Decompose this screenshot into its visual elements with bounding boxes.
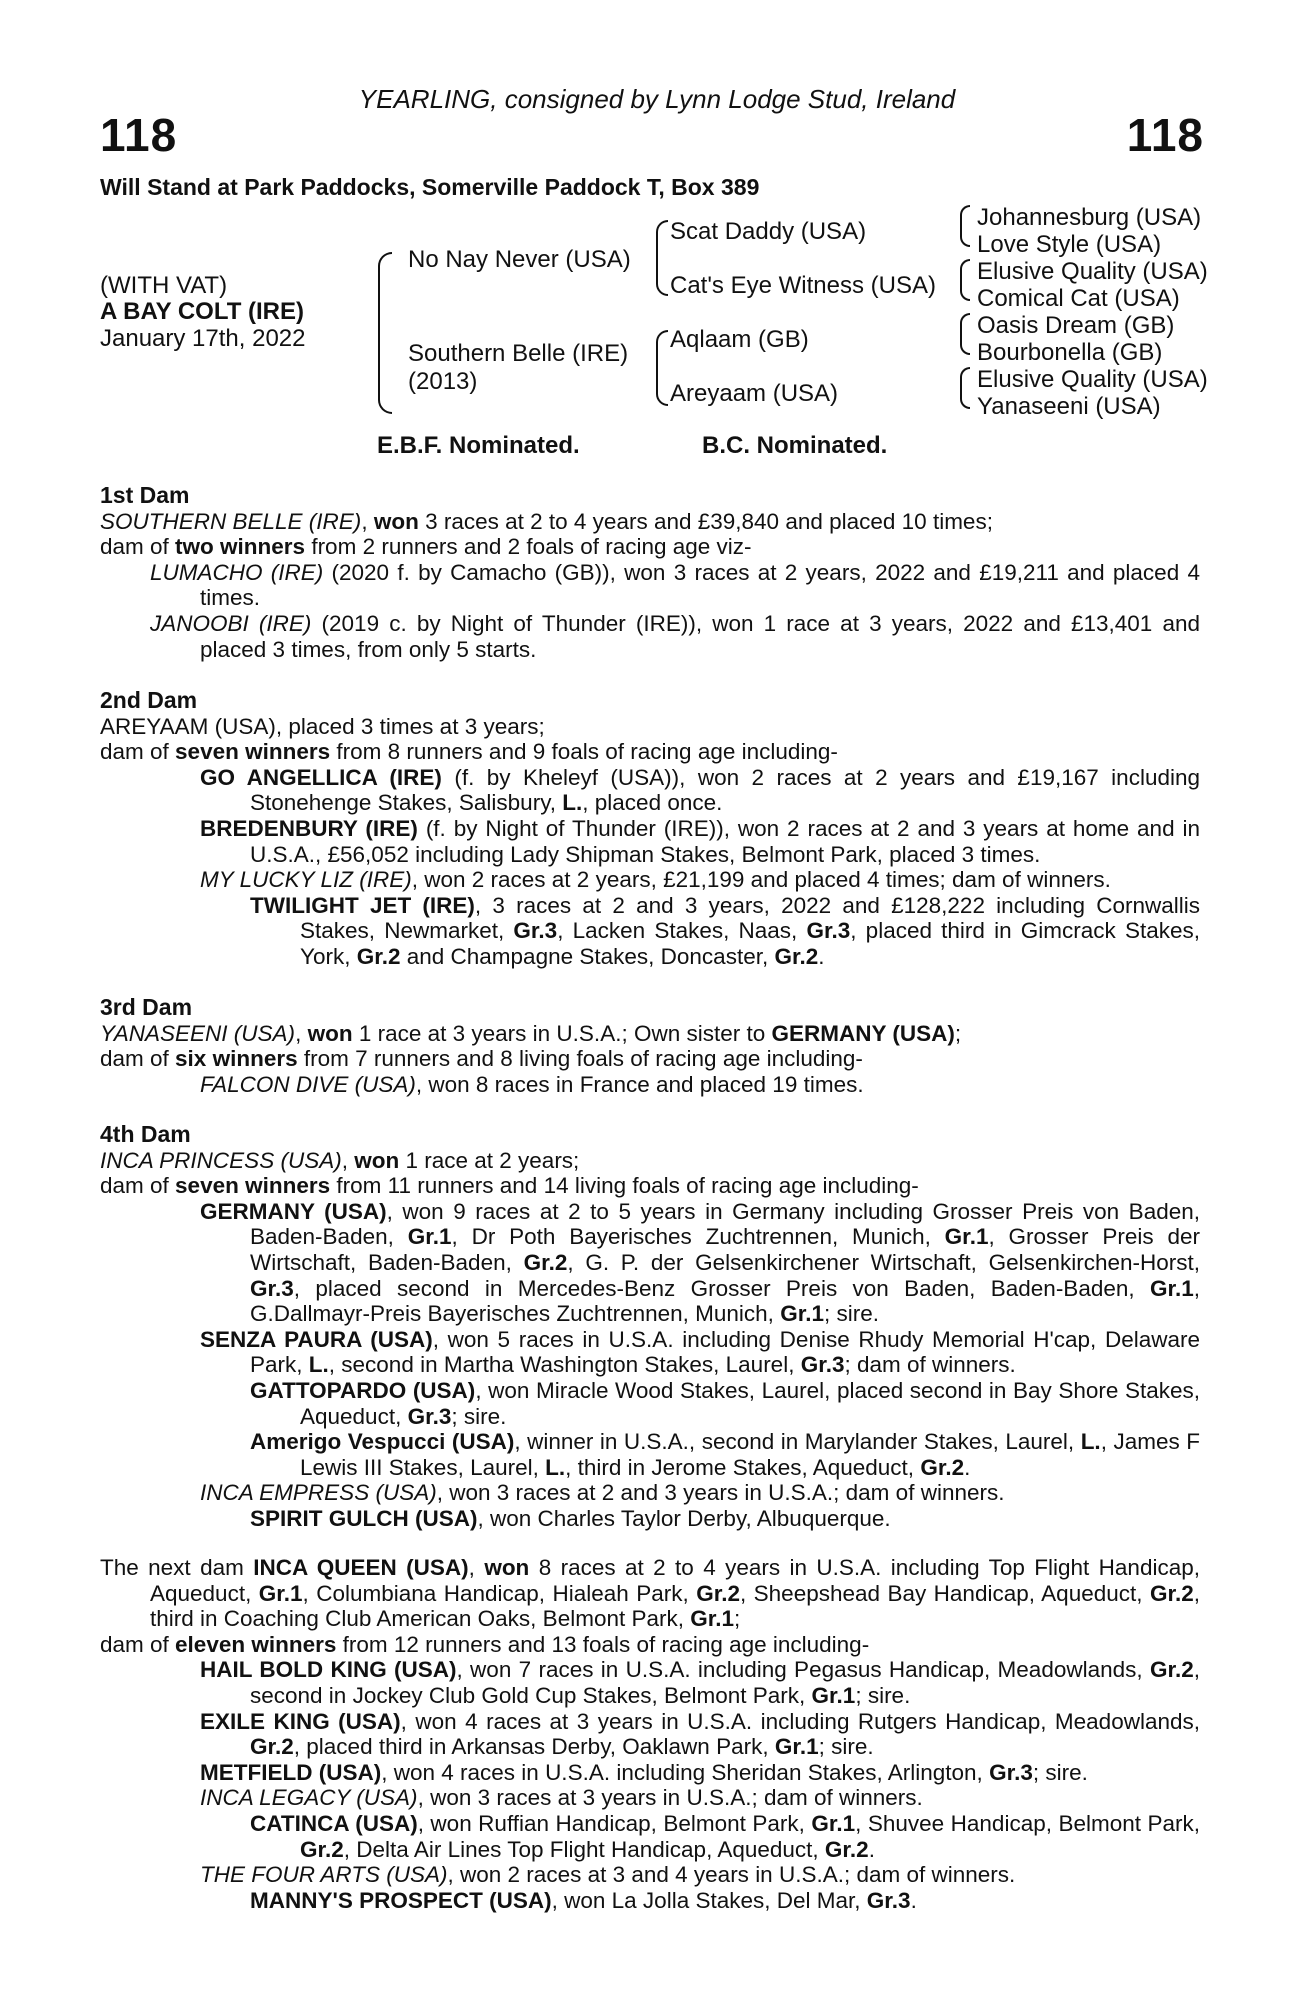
horse-name: A BAY COLT (IRE) [100,298,305,325]
progeny-entry: HAIL BOLD KING (USA), won 7 races in U.S.A. including Pegasus Handicap, Meadowlands, Gr.2, second in Jockey Club Gold Cup Stakes, Belmont Park, Gr.1; sire. [200,1657,1200,1708]
pedigree-dsd: Bourbonella (GB) [977,339,1163,366]
ebf-nomination: E.B.F. Nominated. [377,432,580,459]
progeny-entry: GATTOPARDO (USA), won Miracle Wood Stakes, Laurel, placed second in Bay Shore Stakes, Aqueduct, Gr.3; sire. [250,1377,1200,1429]
pedigree-brace-dd [960,367,970,409]
second-dam-section: 2nd Dam AREYAAM (USA), placed 3 times at 3 years; dam of seven winners from 8 runners and 9 foals of racing age including- GO ANGELLICA (IRE) (f. by Kheleyf (USA)), won 2 races at 2 years and £19,167 including Stonehenge Stakes, Salisbury, L., placed once. BREDENBURY (IRE) (f. by Night of Thunder (IRE)), won 2 races at 2 and 3 years at home and in U.S.A., £56,052 including Lady Shipman Stakes, Belmont Park, placed 3 times. MY LUCKY LIZ (IRE), won 2 races at 2 years, £21,199 and placed 4 times; dam of winners. TWILIGHT JET (IRE), 3 races at 2 and 3 years, 2022 and £128,222 including Cornwallis Stakes, Newmarket, Gr.3, Lacken Stakes, Naas, Gr.3, placed third in Gimcrack Stakes, York, Gr.2 and Champagne Stakes, Doncaster, Gr.2. [100,687,1200,969]
pedigree-brace-ds [960,313,970,355]
pedigree-dds: Elusive Quality (USA) [977,366,1208,393]
pedigree-brace-ss [960,205,970,247]
fourth-dam-heading: 4th Dam [100,1121,191,1147]
progeny-entry: MANNY'S PROSPECT (USA), won La Jolla Stakes, Del Mar, Gr.3. [250,1887,917,1913]
lot-number-right: 118 [1126,109,1204,161]
progeny-entry: BREDENBURY (IRE) (f. by Night of Thunder (IRE)), won 2 races at 2 and 3 years at home and in U.S.A., £56,052 including Lady Shipman Stakes, Belmont Park, placed 3 times. [200,815,1200,867]
pedigree-dam: Southern Belle (IRE) [408,340,629,367]
pedigree-sdd: Comical Cat (USA) [977,285,1180,312]
progeny-entry: GERMANY (USA), won 9 races at 2 to 5 years in Germany including Grosser Preis von Baden, Baden-Baden, Gr.1, Dr Poth Bayerisches Zuchtrennen, Munich, Gr.1, Grosser Preis der Wirtschaft, Baden-Baden, Gr.2, G. P. der Gelsenkirchener Wirtschaft, Gelsenkirchen-Horst, Gr.3, placed second in Mercedes-Benz Grosser Preis von Baden, Baden-Baden, Gr.1, G.Dallmayr-Preis Bayerisches Zuchtrennen, Munich, Gr.1; sire. [200,1198,1200,1327]
pedigree-ssd: Love Style (USA) [977,231,1162,258]
first-dam-name: SOUTHERN BELLE (IRE) [100,508,362,534]
progeny-entry: Amerigo Vespucci (USA), winner in U.S.A., second in Marylander Stakes, Laurel, L., James F Lewis III Stakes, Laurel, L., third in Jerome Stakes, Aqueduct, Gr.2. [250,1429,1200,1480]
pedigree-sire-sire: Scat Daddy (USA) [670,218,867,245]
progeny-entry: INCA LEGACY (USA), won 3 races at 3 years in U.S.A.; dam of winners. [200,1785,923,1811]
next-dam-section: The next dam INCA QUEEN (USA), won 8 races at 2 to 4 years in U.S.A. including Top Flight Handicap, Aqueduct, Gr.1, Columbiana Handicap, Hialeah Park, Gr.2, Sheepshead Bay Handicap, Aqueduct, Gr.2, third in Coaching Club American Oaks, Belmont Park, Gr.1; dam of eleven winners from 12 runners and 13 foals of racing age including- HAIL BOLD KING (USA), won 7 races in U.S.A. including Pegasus Handicap, Meadowlands, Gr.2, second in Jockey Club Gold Cup Stakes, Belmont Park, Gr.1; sire. EXILE KING (USA), won 4 races at 3 years in U.S.A. including Rutgers Handicap, Meadowlands, Gr.2, placed third in Arkansas Derby, Oaklawn Park, Gr.1; sire. METFIELD (USA), won 4 races in U.S.A. including Sheridan Stakes, Arlington, Gr.3; sire. INCA LEGACY (USA), won 3 races at 3 years in U.S.A.; dam of winners. CATINCA (USA), won Ruffian Handicap, Belmont Park, Gr.1, Shuvee Handicap, Belmont Park, Gr.2, Delta Air Lines Top Flight Handicap, Aqueduct, Gr.2. THE FOUR ARTS (USA), won 2 races at 3 and 4 years in U.S.A.; dam of winners. MANNY'S PROSPECT (USA), won La Jolla Stakes, Del Mar, Gr.3. [100,1555,1200,1913]
pedigree-sds: Elusive Quality (USA) [977,258,1208,285]
progeny-entry: EXILE KING (USA), won 4 races at 3 years in U.S.A. including Rutgers Handicap, Meadowlands, Gr.2, placed third in Arkansas Derby, Oaklawn Park, Gr.1; sire. [200,1708,1200,1760]
vat-note: (WITH VAT) [100,272,228,299]
pedigree-brace-sire [656,220,668,296]
progeny-entry: FALCON DIVE (USA), won 8 races in France and placed 19 times. [200,1071,864,1097]
pedigree-sire-dam: Cat's Eye Witness (USA) [670,272,936,299]
consignor-line: YEARLING, consigned by Lynn Lodge Stud, Ireland [358,84,956,114]
bc-nomination: B.C. Nominated. [702,432,888,459]
second-dam-heading: 2nd Dam [100,687,198,713]
pedigree-dam-dam: Areyaam (USA) [670,380,839,407]
progeny-entry: MY LUCKY LIZ (IRE), won 2 races at 2 years, £21,199 and placed 4 times; dam of winners. [200,867,1111,893]
progeny-entry: INCA EMPRESS (USA), won 3 races at 2 and 3 years in U.S.A.; dam of winners. [200,1480,1005,1506]
pedigree-brace-gen1 [378,252,392,414]
progeny-entry: SPIRIT GULCH (USA), won Charles Taylor Derby, Albuquerque. [250,1505,891,1531]
stand-location: Will Stand at Park Paddocks, Somerville Paddock T, Box 389 [100,174,760,200]
horse-dob: January 17th, 2022 [100,325,306,352]
progeny-entry: TWILIGHT JET (IRE), 3 races at 2 and 3 years, 2022 and £128,222 including Cornwallis Stakes, Newmarket, Gr.3, Lacken Stakes, Naas, Gr.3, placed third in Gimcrack Stakes, York, Gr.2 and Champagne Stakes, Doncaster, Gr.2. [250,892,1200,969]
first-dam-heading: 1st Dam [100,482,190,508]
progeny-entry: CATINCA (USA), won Ruffian Handicap, Belmont Park, Gr.1, Shuvee Handicap, Belmont Park, Gr.2, Delta Air Lines Top Flight Handicap, Aqueduct, Gr.2. [250,1810,1200,1862]
first-dam-section: 1st Dam SOUTHERN BELLE (IRE), won 3 races at 2 to 4 years and £39,840 and placed 10 times; dam of two winners from 2 runners and 2 foals of racing age viz- LUMACHO (IRE) (2020 f. by Camacho (GB)), won 3 races at 2 years, 2022 and £19,211 and placed 4 times. JANOOBI (IRE) (2019 c. by Night of Thunder (IRE)), won 1 race at 3 years, 2022 and £13,401 and placed 3 times, from only 5 starts. [100,482,1200,662]
pedigree-dam-year: (2013) [408,368,478,395]
third-dam-heading: 3rd Dam [100,994,193,1020]
pedigree-ddd: Yanaseeni (USA) [977,393,1161,420]
lot-number-left: 118 [100,109,178,161]
pedigree-sire: No Nay Never (USA) [408,246,631,273]
third-dam-section: 3rd Dam YANASEENI (USA), won 1 race at 3 years in U.S.A.; Own sister to GERMANY (USA); dam of six winners from 7 runners and 8 living foals of racing age including- FALCON DIVE (USA), won 8 races in France and placed 19 times. [100,995,1200,1097]
progeny-entry: METFIELD (USA), won 4 races in U.S.A. including Sheridan Stakes, Arlington, Gr.3; sire. [200,1759,1088,1785]
pedigree-brace-dam [656,330,668,406]
pedigree-brace-sd [960,259,970,301]
progeny-entry: JANOOBI (IRE) (2019 c. by Night of Thunder (IRE)), won 1 race at 3 years, 2022 and £13,401 and placed 3 times, from only 5 starts. [150,610,1200,662]
pedigree-dam-sire: Aqlaam (GB) [670,326,809,353]
pedigree-sss: Johannesburg (USA) [977,204,1202,231]
progeny-entry: GO ANGELLICA (IRE) (f. by Kheleyf (USA)), won 2 races at 2 years and £19,167 including Stonehenge Stakes, Salisbury, L., placed once. [200,764,1200,816]
pedigree-dss: Oasis Dream (GB) [977,312,1175,339]
progeny-entry: SENZA PAURA (USA), won 5 races in U.S.A. including Denise Rhudy Memorial H'cap, Delaware Park, L., second in Martha Washington Stakes, Laurel, Gr.3; dam of winners. [200,1326,1200,1378]
fourth-dam-section: 4th Dam INCA PRINCESS (USA), won 1 race at 2 years; dam of seven winners from 11 runners and 14 living foals of racing age including- GERMANY (USA), won 9 races at 2 to 5 years in Germany including Grosser Preis von Baden, Baden-Baden, Gr.1, Dr Poth Bayerisches Zuchtrennen, Munich, Gr.1, Grosser Preis der Wirtschaft, Baden-Baden, Gr.2, G. P. der Gelsenkirchener Wirtschaft, Gelsenkirchen-Horst, Gr.3, placed second in Mercedes-Benz Grosser Preis von Baden, Baden-Baden, Gr.1, G.Dallmayr-Preis Bayerisches Zuchtrennen, Munich, Gr.1; sire. SENZA PAURA (USA), won 5 races in U.S.A. including Denise Rhudy Memorial H'cap, Delaware Park, L., second in Martha Washington Stakes, Laurel, Gr.3; dam of winners. GATTOPARDO (USA), won Miracle Wood Stakes, Laurel, placed second in Bay Shore Stakes, Aqueduct, Gr.3; sire. Amerigo Vespucci (USA), winner in U.S.A., second in Marylander Stakes, Laurel, L., James F Lewis III Stakes, Laurel, L., third in Jerome Stakes, Aqueduct, Gr.2. INCA EMPRESS (USA), won 3 races at 2 and 3 years in U.S.A.; dam of winners. SPIRIT GULCH (USA), won Charles Taylor Derby, Albuquerque. [100,1121,1200,1531]
progeny-entry: LUMACHO (IRE) (2020 f. by Camacho (GB)), won 3 races at 2 years, 2022 and £19,211 and placed 4 times. [150,559,1200,611]
progeny-entry: THE FOUR ARTS (USA), won 2 races at 3 and 4 years in U.S.A.; dam of winners. [200,1862,1016,1888]
